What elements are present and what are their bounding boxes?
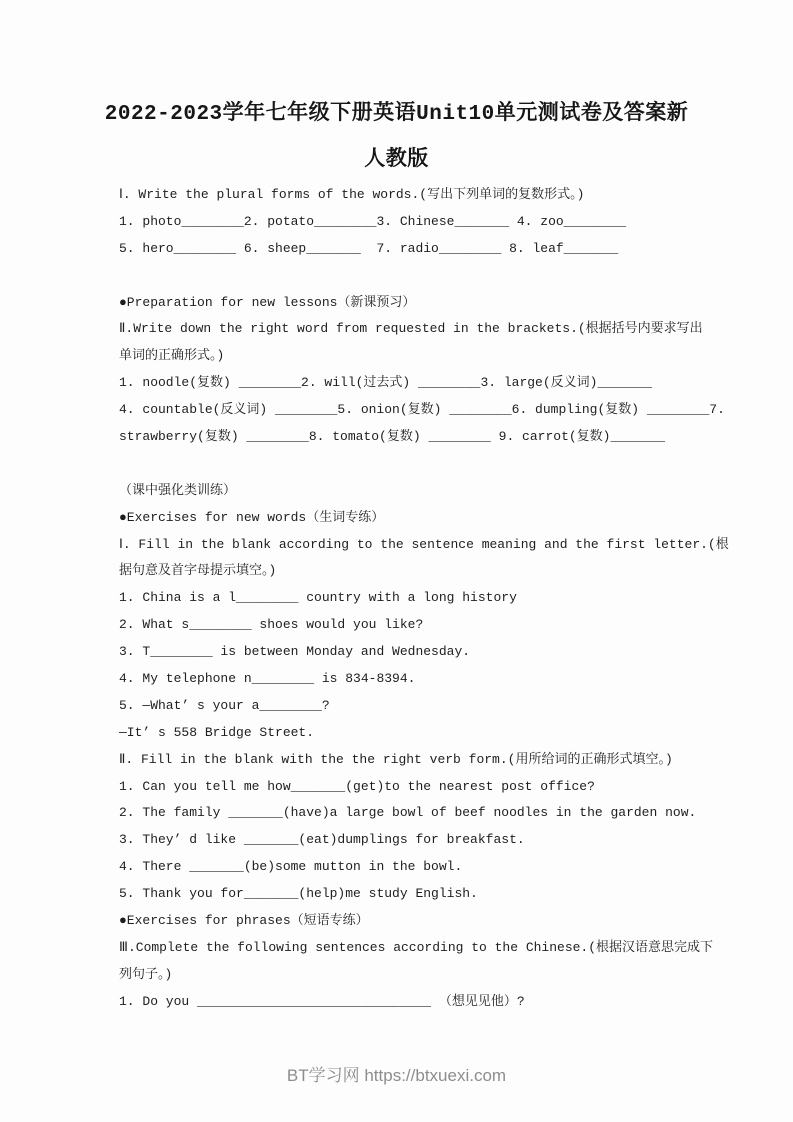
question-row-wordform-1: 1. noodle(复数) ________2. will(过去式) ________3. large(反义词)_______ xyxy=(119,375,653,391)
question-row-firstletter-2: 2. What s________ shoes would you like? xyxy=(119,617,424,633)
question-row-wordform-2: 4. countable(反义词) ________5. onion(复数) ________6. dumpling(复数) ________7. xyxy=(119,402,725,418)
document-body xyxy=(119,182,759,1016)
section-heading-plural-forms: Ⅰ. Write the plural forms of the words.(写出下列单词的复数形式。) xyxy=(119,187,585,202)
blank-line xyxy=(119,451,759,478)
question-row-firstletter-5: 5. —What’ s your a________? xyxy=(119,697,330,713)
section-heading-in-class-training: （课中强化类训练） xyxy=(119,482,237,498)
question-row-plural-2: 5. hero________ 6. sheep_______ 7. radio________ 8. leaf_______ xyxy=(119,240,619,256)
title-line-1: 2022-2023学年七年级下册英语Unit10单元测试卷及答案新 xyxy=(104,103,689,126)
question-row-firstletter-4: 4. My telephone n________ is 834-8394. xyxy=(119,671,416,687)
new-words-instruction-line-1: Ⅰ. Fill in the blank according to the sentence meaning and the first letter.(根 xyxy=(119,536,729,552)
question-row-verb-5: 5. Thank you for_______(help)me study English. xyxy=(119,886,478,902)
section-heading-verb-form: Ⅱ. Fill in the blank with the the right verb form.(用所给词的正确形式填空。) xyxy=(119,751,673,767)
phrases-instruction-line-2: 列句子。) xyxy=(119,966,173,982)
watermark-footer: BT学习网 https://btxuexi.com xyxy=(286,1066,507,1085)
question-row-firstletter-3: 3. T________ is between Monday and Wednesday. xyxy=(119,644,471,660)
question-row-verb-3: 3. They’ d like _______(eat)dumplings for breakfast. xyxy=(119,832,525,848)
blank-line xyxy=(119,263,759,290)
title-line-2: 人教版 xyxy=(364,149,429,172)
preparation-instruction-line-2: 单词的正确形式。) xyxy=(119,348,225,364)
question-row-verb-1: 1. Can you tell me how_______(get)to the nearest post office? xyxy=(119,778,595,794)
question-row-phrases-1: 1. Do you ______________________________ （想见见他）? xyxy=(119,993,525,1009)
phrases-instruction-line-1: Ⅲ.Complete the following sentences according to the Chinese.(根据汉语意思完成下 xyxy=(119,939,714,955)
question-row-wordform-3: strawberry(复数) ________8. tomato(复数) ________ 9. carrot(复数)_______ xyxy=(119,429,666,445)
question-row-verb-2: 2. The family _______(have)a large bowl of beef noodles in the garden now. xyxy=(119,805,697,821)
question-row-verb-4: 4. There _______(be)some mutton in the bowl. xyxy=(119,859,463,875)
section-heading-phrases: ●Exercises for phrases（短语专练） xyxy=(119,913,369,929)
new-words-instruction-line-2: 据句意及首字母提示填空。) xyxy=(119,563,277,579)
section-heading-preparation: ●Preparation for new lessons（新课预习） xyxy=(119,294,416,310)
question-row-firstletter-5-answer: —It’ s 558 Bridge Street. xyxy=(119,724,315,740)
document-title xyxy=(0,92,793,184)
section-heading-new-words: ●Exercises for new words（生词专练） xyxy=(119,509,385,525)
question-row-plural-1: 1. photo________2. potato________3. Chinese_______ 4. zoo________ xyxy=(119,213,627,229)
preparation-instruction-line-1: Ⅱ.Write down the right word from requested in the brackets.(根据括号内要求写出 xyxy=(119,321,703,337)
question-row-firstletter-1: 1. China is a l________ country with a long history xyxy=(119,590,517,606)
